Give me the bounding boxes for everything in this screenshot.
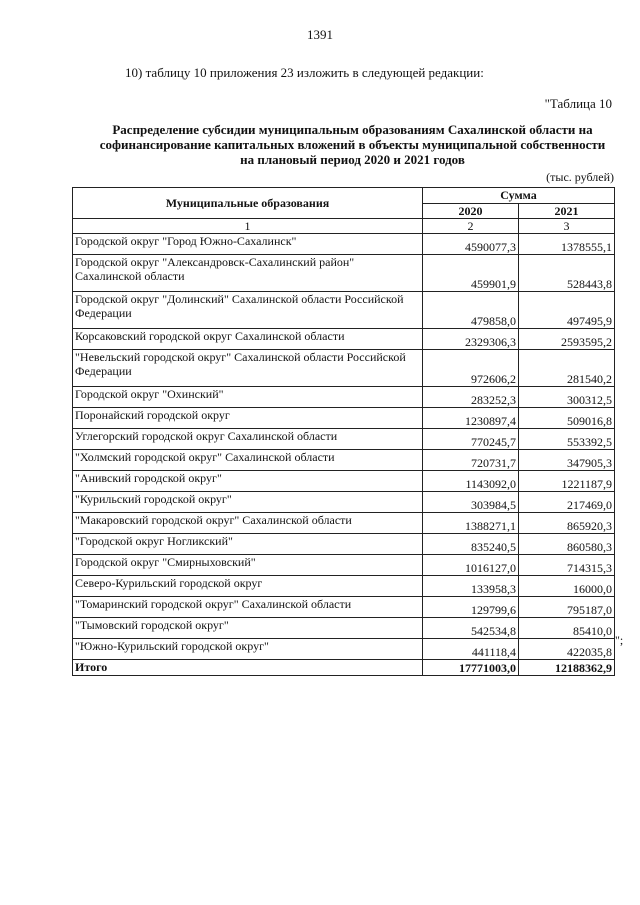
row-value-2021: 281540,2	[519, 350, 615, 387]
table-row	[73, 618, 615, 639]
row-value-2021: 528443,8	[519, 255, 615, 292]
row-value-2020: 1230897,4	[423, 408, 519, 429]
unit-label: (тыс. рублей)	[546, 170, 614, 184]
row-name: Городской округ "Город Южно-Сахалинск"	[73, 234, 423, 255]
row-name: "Городской округ Ногликский"	[73, 534, 423, 555]
row-value-2021: 714315,3	[519, 555, 615, 576]
table-row	[73, 639, 615, 660]
table-row	[73, 329, 615, 350]
header-year-2021: 2021	[519, 203, 615, 219]
row-value-2020: 835240,5	[423, 534, 519, 555]
total-row	[73, 660, 615, 676]
row-value-2021: 497495,9	[519, 292, 615, 329]
table-row	[73, 429, 615, 450]
table-row	[73, 471, 615, 492]
row-value-2020: 720731,7	[423, 450, 519, 471]
index-col-2: 2	[423, 219, 519, 234]
row-value-2020: 2329306,3	[423, 329, 519, 350]
row-name: Городской округ "Александровск-Сахалинский район" Сахалинской области	[73, 255, 423, 292]
title-line-3: на плановый период 2020 и 2021 годов	[240, 152, 465, 167]
row-value-2020: 479858,0	[423, 292, 519, 329]
row-value-2021: 422035,8	[519, 639, 615, 660]
row-value-2020: 1016127,0	[423, 555, 519, 576]
row-value-2020: 283252,3	[423, 387, 519, 408]
title-line-1: Распределение субсидии муниципальным образованиям Сахалинской области на	[112, 122, 593, 137]
row-name: Городской округ "Долинский" Сахалинской области Российской Федерации	[73, 292, 423, 329]
closing-quote: ";	[615, 633, 624, 647]
table-row	[73, 555, 615, 576]
row-value-2020: 441118,4	[423, 639, 519, 660]
row-name: "Южно-Курильский городской округ"	[73, 639, 423, 660]
document-title	[80, 122, 625, 167]
total-label: Итого	[73, 660, 423, 676]
row-value-2020: 1388271,1	[423, 513, 519, 534]
row-value-2021: 85410,0	[519, 618, 615, 639]
table-row	[73, 492, 615, 513]
table-row	[73, 350, 615, 387]
subsidy-table	[72, 187, 615, 676]
row-name: Корсаковский городской округ Сахалинской области	[73, 329, 423, 350]
intro-text: 10) таблицу 10 приложения 23 изложить в следующей редакции:	[125, 65, 484, 80]
row-value-2021: 2593595,2	[519, 329, 615, 350]
row-value-2020: 972606,2	[423, 350, 519, 387]
row-value-2021: 16000,0	[519, 576, 615, 597]
index-col-1: 1	[73, 219, 423, 234]
table-row	[73, 597, 615, 618]
row-name: "Невельский городской округ" Сахалинской области Российской Федерации	[73, 350, 423, 387]
row-name: Поронайский городской округ	[73, 408, 423, 429]
row-value-2021: 860580,3	[519, 534, 615, 555]
row-name: "Курильский городской округ"	[73, 492, 423, 513]
row-value-2020: 770245,7	[423, 429, 519, 450]
table-row	[73, 408, 615, 429]
row-name: "Тымовский городской округ"	[73, 618, 423, 639]
row-name: Северо-Курильский городской округ	[73, 576, 423, 597]
row-name: "Холмский городской округ" Сахалинской области	[73, 450, 423, 471]
row-name: "Томаринский городской округ" Сахалинской области	[73, 597, 423, 618]
row-value-2021: 1378555,1	[519, 234, 615, 255]
page-number: 1391	[307, 27, 333, 42]
row-name: "Анивский городской округ"	[73, 471, 423, 492]
row-name: Углегорский городской округ Сахалинской области	[73, 429, 423, 450]
row-value-2020: 129799,6	[423, 597, 519, 618]
table-row	[73, 534, 615, 555]
total-value-2020: 17771003,0	[423, 660, 519, 676]
row-value-2020: 4590077,3	[423, 234, 519, 255]
row-value-2020: 1143092,0	[423, 471, 519, 492]
table-row	[73, 255, 615, 292]
row-value-2021: 1221187,9	[519, 471, 615, 492]
row-value-2021: 217469,0	[519, 492, 615, 513]
header-municipalities: Муниципальные образования	[73, 188, 423, 219]
row-name: Городской округ "Охинский"	[73, 387, 423, 408]
row-value-2020: 133958,3	[423, 576, 519, 597]
header-sum: Сумма	[423, 188, 615, 204]
table-row	[73, 513, 615, 534]
table-row	[73, 450, 615, 471]
row-name: "Макаровский городской округ" Сахалинской области	[73, 513, 423, 534]
row-value-2021: 865920,3	[519, 513, 615, 534]
row-value-2020: 459901,9	[423, 255, 519, 292]
row-value-2020: 542534,8	[423, 618, 519, 639]
table-row	[73, 234, 615, 255]
index-col-3: 3	[519, 219, 615, 234]
table-reference: "Таблица 10	[544, 96, 612, 111]
table-row	[73, 292, 615, 329]
header-year-2020: 2020	[423, 203, 519, 219]
table-row	[73, 576, 615, 597]
row-name: Городской округ "Смирныховский"	[73, 555, 423, 576]
row-value-2021: 795187,0	[519, 597, 615, 618]
row-value-2021: 347905,3	[519, 450, 615, 471]
row-value-2021: 300312,5	[519, 387, 615, 408]
row-value-2021: 553392,5	[519, 429, 615, 450]
row-value-2020: 303984,5	[423, 492, 519, 513]
total-value-2021: 12188362,9	[519, 660, 615, 676]
table-row	[73, 387, 615, 408]
row-value-2021: 509016,8	[519, 408, 615, 429]
title-line-2: софинансирование капитальных вложений в объекты муниципальной собственности	[99, 137, 606, 152]
